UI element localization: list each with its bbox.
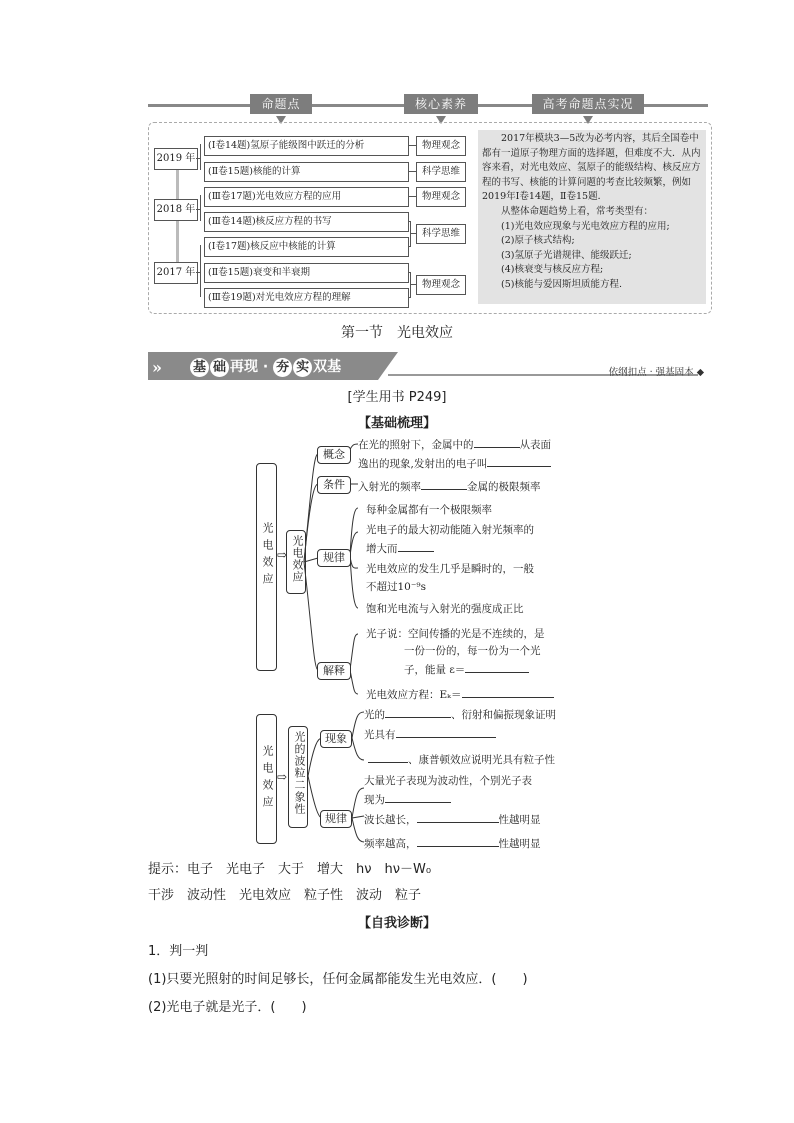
link xyxy=(408,272,411,273)
link xyxy=(410,272,411,298)
item-2017-1: (Ⅰ卷17题)核反应中核能的计算 xyxy=(204,237,409,257)
link xyxy=(408,297,411,298)
bracket xyxy=(200,195,201,221)
analysis-item: (1)光电效应现象与光电效应方程的应用; xyxy=(501,220,670,232)
phenomenon-text: 光的 、衍射和偏振现象证明 xyxy=(364,706,556,722)
rule-text: 频率越高， 性越明显 xyxy=(364,835,541,851)
tab-proposition-point: 命题点 xyxy=(250,94,312,114)
bracket xyxy=(200,144,201,170)
item-2019-1: (Ⅰ卷14题)氢原子能级图中跃迁的分析 xyxy=(204,136,409,156)
bracket xyxy=(196,158,201,159)
link xyxy=(410,221,411,247)
analysis-item: (3)氢原子光谱规律、能级跃迁; xyxy=(501,249,632,261)
item-2018-2: (Ⅲ卷14题)核反应方程的书写 xyxy=(204,212,409,232)
tag-physics-concept: 物理观念 xyxy=(416,136,466,156)
analysis-paragraph: 2017年模块3—5改为必考内容，其后全国卷中都有一道原子物理方面的选择题，但难度不大．从内容来看，对光电效应、氢原子的能级结构、核反应方程的书写、核能的计算问题的考查比较频繁，例如2019年Ⅰ卷14题，Ⅱ卷15题． xyxy=(482,133,701,203)
root-photoelectric-2: 光电效应 xyxy=(256,714,277,844)
year-2019: 2019 年 xyxy=(154,148,198,170)
question-1: (1)只要光照射的时间足够长，任何金属都能发生光电效应．( ) xyxy=(148,972,528,987)
banner-char: 基 xyxy=(190,358,209,377)
link xyxy=(408,221,411,222)
law-text: 增大而 xyxy=(366,540,434,556)
analysis-intro: 从整体命题趋势上看，常考类型有： xyxy=(501,205,654,217)
hint-line-2: 干涉 波动性 光电效应 粒子性 波动 粒子 xyxy=(148,888,422,903)
banner-subtitle: 依纲扣点 · 强基固本 ◆ xyxy=(608,367,704,378)
analysis-item: (2)原子核式结构; xyxy=(501,235,575,247)
rule-text: 现为 xyxy=(364,791,451,807)
analysis-item: (4)核衰变与核反应方程; xyxy=(501,264,604,276)
law-text: 光电子的最大初动能随入射光频率的 xyxy=(366,524,534,536)
bracket xyxy=(196,209,201,210)
explanation-text: 光电效应方程：Eₖ＝ xyxy=(366,686,554,702)
review-title: 【基础梳理】 xyxy=(357,416,436,431)
bracket xyxy=(200,245,201,297)
node-phenomenon: 现象 xyxy=(320,730,352,748)
banner-char: 础 xyxy=(210,358,229,377)
diamond-icon: ◆ xyxy=(696,367,704,378)
rule-text: 波长越长， 性越明显 xyxy=(364,811,541,827)
tag-physics-concept: 物理观念 xyxy=(416,187,466,207)
link xyxy=(408,196,416,197)
question-2: (2)光电子就是光子．( ) xyxy=(148,1000,307,1015)
year-2017: 2017 年 xyxy=(154,262,198,284)
banner-char: 双基 xyxy=(313,359,342,375)
bracket xyxy=(196,272,201,273)
item-2019-2: (Ⅱ卷15题)核能的计算 xyxy=(204,162,409,182)
condition-text: 入射光的频率 金属的极限频率 xyxy=(358,478,541,494)
node-law: 规律 xyxy=(317,549,351,567)
node-explanation: 解释 xyxy=(317,662,351,680)
tag-physics-concept: 物理观念 xyxy=(416,275,466,295)
link xyxy=(408,246,411,247)
year-2018: 2018 年 xyxy=(154,199,198,221)
mid-photoelectric: 光电效应 xyxy=(286,530,306,594)
law-text: 每种金属都有一个极限频率 xyxy=(366,504,492,516)
tab-exam-facts: 高考命题点实况 xyxy=(532,94,644,114)
phenomenon-text: 光具有 xyxy=(364,726,496,742)
item-2017-2: (Ⅱ卷15题)衰变和半衰期 xyxy=(204,263,409,283)
arrow-right-icon: ⇨ xyxy=(277,770,288,784)
root-photoelectric: 光电效应 xyxy=(256,463,277,671)
analysis-item: (5)核能与爱因斯坦质能方程. xyxy=(501,278,622,290)
banner-char: · xyxy=(262,359,269,375)
hint-line-1: 提示：电子 光电子 大于 增大 hν hν－W₀ xyxy=(148,862,432,877)
tag-scientific-thinking: 科学思维 xyxy=(416,224,466,244)
explanation-text: 子，能量 ε＝ xyxy=(404,661,529,677)
banner-char: 夯 xyxy=(273,358,292,377)
arrow-right-icon: ⇨ xyxy=(277,548,288,562)
node-condition: 条件 xyxy=(317,476,351,494)
link xyxy=(408,145,416,146)
banner-char: 再现 xyxy=(230,359,258,375)
banner-char: 实 xyxy=(293,358,312,377)
tag-scientific-thinking: 科学思维 xyxy=(416,162,466,182)
explanation-text: 一份一份的，每一份为一个光 xyxy=(404,645,541,657)
exam-analysis xyxy=(478,130,706,304)
mid-wave-particle: 光的波粒二象性 xyxy=(288,726,308,828)
rule-text: 大量光子表现为波动性，个别光子表 xyxy=(364,775,532,787)
diagnosis-title: 【自我诊断】 xyxy=(357,916,436,931)
node-rule: 规律 xyxy=(320,810,352,828)
concept-text: 逸出的现象,发射出的电子叫 xyxy=(358,455,551,471)
phenomenon-text: 、康普顿效应说明光具有粒子性 xyxy=(368,751,555,767)
explanation-text: 光子说：空间传播的光是不连续的，是 xyxy=(366,628,545,640)
question-heading: 1．判一判 xyxy=(148,944,209,959)
section-banner xyxy=(148,352,708,380)
chevron-right-icon: » xyxy=(152,358,162,377)
item-2017-3: (Ⅲ卷19题)对光电效应方程的理解 xyxy=(204,288,409,308)
section-title: 第一节 光电效应 xyxy=(341,325,453,341)
law-text: 饱和光电流与入射光的强度成正比 xyxy=(366,603,524,615)
tab-core-literacy: 核心素养 xyxy=(404,94,478,114)
concept-text: 在光的照射下，金属中的 从表面 xyxy=(358,436,551,452)
law-text: 光电效应的发生几乎是瞬时的，一般 xyxy=(366,563,534,575)
node-concept: 概念 xyxy=(317,446,351,464)
student-book-ref: [学生用书 P249] xyxy=(347,390,447,405)
banner-title xyxy=(190,356,341,377)
link xyxy=(408,171,416,172)
item-2018-1: (Ⅲ卷17题)光电效应方程的应用 xyxy=(204,187,409,207)
law-text: 不超过10⁻⁹s xyxy=(366,581,427,593)
